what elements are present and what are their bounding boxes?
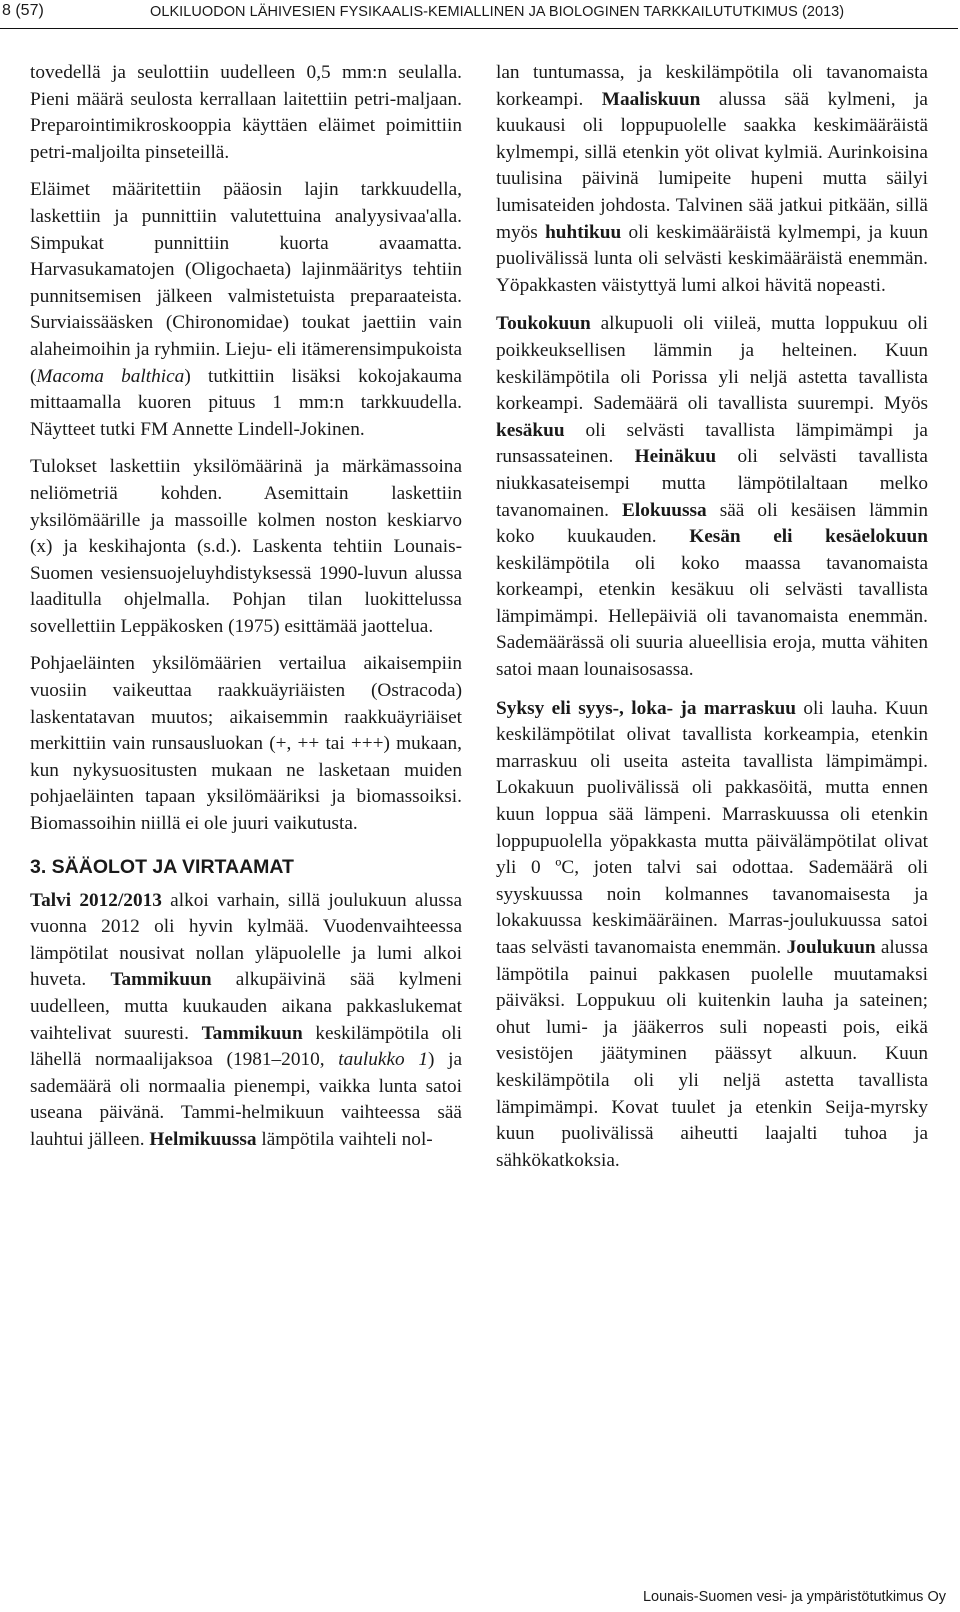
section-heading: 3. SÄÄOLOT JA VIRTAAMAT bbox=[30, 855, 294, 878]
page-number: 8 (57) bbox=[2, 2, 44, 19]
right-column bbox=[496, 60, 928, 1186]
paragraph-summer: Toukokuun alkupuoli oli viileä, mutta loppukuu oli poikkeuksellisen lämmin ja helteinen. Kuun keskilämpötila oli Porissa yli neljä astetta tavallista korkeampi. Sademäärä oli tavallista suurempi. Myös kesäkuu oli selvästi tavallista lämpimämpi ja runsassateinen. Heinäkuu oli selvästi tavallista niukkasateisempi mutta lämpötilaltaan melko tavanomainen. Elokuussa sää oli kesäisen lämmin koko kuukauden. Kesän eli kesäelokuun keskilämpötila oli koko maassa tavanomaista korkeampi, etenkin kesäkuu oli selvästi tavallista lämpimämpi. Hellepäiviä oli tavanomaista enemmän. Sademäärässä oli suuria alueellisia eroja, mutta vähiten satoi maan lounaisosassa. bbox=[496, 313, 928, 681]
page-header bbox=[0, 0, 960, 40]
paragraph-autumn: Syksy eli syys-, loka- ja marraskuu oli lauha. Kuun keskilämpötilat olivat tavallista korkeampia, etenkin marraskuu oli useita asteita tavallista lämpimämpi. Lokakuun puolivälissä oli pakkasöitä, mutta ennen kuun loppua sää lämpeni. Marraskuussa oli etenkin loppupuolella yöpakkasta mutta päivälämpötilat olivat yli 0 ºC, joten talvi sai odottaa. Sademäärä oli syyskuussa noin kolmannes tavanomaisesta ja lokakuussa keskimääräinen. Marras-joulukuussa satoi taas selvästi tavanomaista enemmän. Joulukuun alussa lämpötila painui pakkasen puolelle muutamaksi päiväksi. Loppukuu oli kuitenkin lauha ja sateinen; ohut lumi- ja jääkerros suli nopeasti pois, eikä vesistöjen jäätyminen päässyt alkuun. Kuun keskilämpötila oli yli neljä astetta tavallista lämpimämpi. Kovat tuulet ja etenkin Seija-myrsky kuun puolivälissä aiheutti laajalti tuhoa ja sähkökatkoksia. bbox=[496, 697, 928, 1171]
table-reference: taulukko 1 bbox=[338, 1049, 428, 1071]
paragraph-spring: lan tuntumassa, ja keskilämpötila oli tavanomaista korkeampi. Maaliskuun alussa sää kylmeni, ja kuukausi oli loppupuolelle saakka keskimääräistä kylmempi, sillä etenkin yöt olivat kylmiä. Aurinkoisina tuulisina päivinä lumipeite hupeni mutta säilyi lumisateiden johdosta. Talvinen sää jatkui pitkään, sillä myös huhtikuu oli keskimääräistä kylmempi, ja kuun puolivälissä lunta oli selvästi keskimääräistä enemmän. Yöpakkasten väistyttyä lumi alkoi hävitä nopeasti. bbox=[496, 62, 928, 296]
report-title: OLKILUODON LÄHIVESIEN FYSIKAALIS-KEMIALLINEN JA BIOLOGINEN TARKKAILUTUTKIMUS (2013) bbox=[150, 4, 845, 20]
header-divider bbox=[0, 28, 958, 29]
paragraph-winter: Talvi 2012/2013 alkoi varhain, sillä joulukuun alussa vuonna 2012 oli hyvin kylmää. Vuodenvaihteessa lämpötilat nousivat nollan yläpuolelle ja lumi alkoi huveta. Tammikuun alkupäivinä sää kylmeni uudelleen, mutta kuukauden aikana pakkaslukemat vaihtelivat suuresti. Tammikuun keskilämpötila oli lähellä normaalijaksoa (1981–2010, taulukko 1) ja sademäärä oli normaalia pienempi, vaikka lunta satoi useana päivänä. Tammi-helmikuun vaihteessa sää lauhtui jälleen. Helmikuussa lämpötila vaihteli nol- bbox=[30, 889, 463, 1150]
species-name: Macoma balthica bbox=[36, 365, 185, 387]
paragraph-results: Tulokset laskettiin yksilömäärinä ja märkämassoina neliömetriä kohden. Asemittain laskettiin yksilömäärille ja massoille kolmen noston keskiarvo (x) ja keskihajonta (s.d.). Laskenta tehtiin Lounais-Suomen vesiensuojeluyhdistyksessä 1990-luvun alussa laaditulla ohjelmalla. Pohjan tilan luokittelussa sovellettiin Leppäkosken (1975) esittämää jaottelua. bbox=[30, 456, 462, 637]
left-column bbox=[30, 60, 462, 1165]
paragraph-identification: Eläimet määritettiin pääosin lajin tarkkuudella, laskettiin ja punnittiin valutettuina analyysivaa'alla. Simpukat punnittiin kuorta avaamatta. Harvasukamatojen (Oligochaeta) lajinmääritys tehtiin punnitsemisen jälkeen valmistetuista preparaateista. Surviaissääsken (Chironomidae) toukat jaettiin vain alaheimoihin ja ryhmiin. Lieju- eli itämerensimpukoista (Macoma balthica) tutkittiin lisäksi kokojakauma mittaamalla kuoren pituus 1 mm:n tarkkuudella. Näytteet tutki FM Annette Lindell-Jokinen. bbox=[30, 179, 462, 440]
page-footer: Lounais-Suomen vesi- ja ympäristötutkimus Oy bbox=[642, 1589, 946, 1605]
paragraph-comparison: Pohjaeläinten yksilömäärien vertailua aikaisempiin vuosiin vaikeuttaa raakkuäyriäisten (Ostracoda) laskentatavan muutos; aikaisemmin raakkuäyriäiset merkittiin vain runsausluokan (+, ++ tai +++) mukaan, kun nykysuositusten mukaan ne lasketaan muiden pohjaeläinten tapaan yksilömääriksi ja biomassoiksi. Biomassoihin niillä ei ole juuri vaikutusta. bbox=[30, 653, 462, 835]
paragraph-sieving: tovedellä ja seulottiin uudelleen 0,5 mm:n seulalla. Pieni määrä seulosta kerrallaan laitettiin petri-maljaan. Preparointimikroskooppia käyttäen eläimet poimittiin petri-maljoilta pinseteillä. bbox=[30, 62, 462, 163]
